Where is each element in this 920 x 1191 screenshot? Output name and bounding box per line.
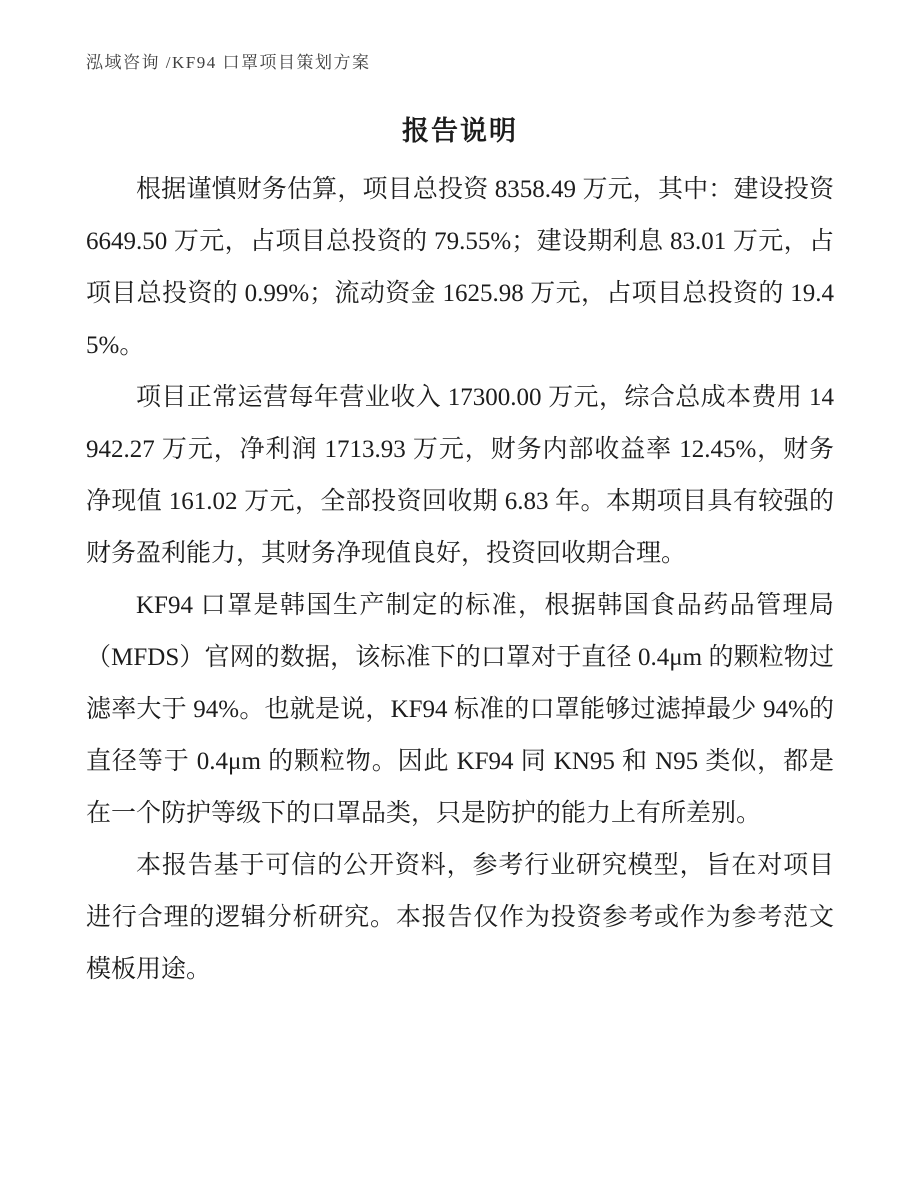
paragraph-report-disclaimer: 本报告基于可信的公开资料，参考行业研究模型，旨在对项目进行合理的逻辑分析研究。本报告仅作为投资参考或作为参考范文模板用途。 — [86, 852, 834, 983]
document-title: 报告说明 — [402, 116, 518, 146]
document-body — [86, 164, 834, 996]
page-header — [86, 52, 370, 73]
paragraph-investment-summary: 根据谨慎财务估算，项目总投资 8358.49 万元，其中：建设投资 6649.50 万元，占项目总投资的 79.55%；建设期利息 83.01 万元，占项目总投资的 0.99%；流动资金 1625.98 万元，占项目总投资的 19.45%。 — [86, 176, 834, 359]
paragraph-kf94-standard-description: KF94 口罩是韩国生产制定的标准，根据韩国食品药品管理局（MFDS）官网的数据，该标准下的口罩对于直径 0.4μm 的颗粒物过滤率大于 94%。也就是说，KF94 标准的口罩能够过滤掉最少 94%的直径等于 0.4μm 的颗粒物。因此 KF94 同 KN95 和 N95 类似，都是在一个防护等级下的口罩品类，只是防护的能力上有所差别。 — [86, 592, 834, 827]
paragraph-operating-financials: 项目正常运营每年营业收入 17300.00 万元，综合总成本费用 14942.27 万元，净利润 1713.93 万元，财务内部收益率 12.45%，财务净现值 161.02 万元，全部投资回收期 6.83 年。本期项目具有较强的财务盈利能力，其财务净现值良好，投资回收期合理。 — [86, 384, 834, 567]
page-header-text: 泓域咨询 /KF94 口罩项目策划方案 — [86, 53, 371, 72]
